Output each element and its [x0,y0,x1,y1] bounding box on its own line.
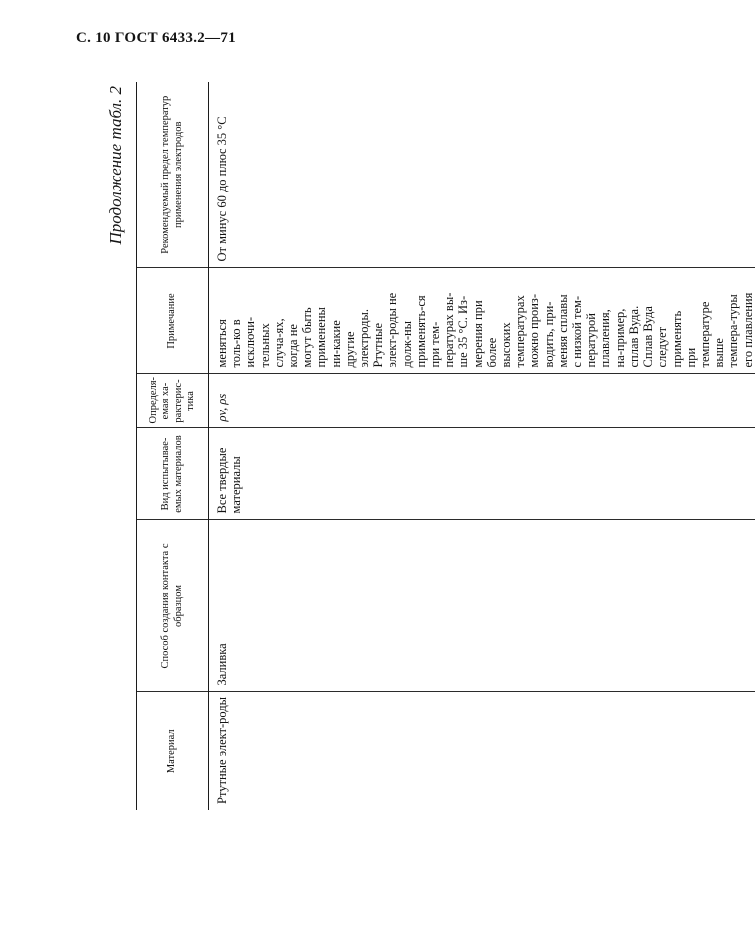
header-note: Примечание [137,268,209,374]
header-material: Материал [137,692,209,810]
rotated-table-block [106,82,755,810]
header-characteristic: Определя-емая ха-рактерис-тика [137,374,209,428]
note-text: меняться толь-ко в исключи-тельных случа-ях, когда не могут быть применены ни-какие другие электроды. Ртутные элект-роды не долж-ны применять-ся при тем-пературах вы-ше 35 °С. Из-мерения при более высоких температурах можно произ-водить, при-меняя сплавы с низкой тем-пературой плавления, на-пример, сплав Вуда. Сплав Вуда следует применять при температуре выше темпера-туры его плавления [215,292,755,368]
cell-temperature: От минус 60 до плюс 35 °С [209,82,755,268]
header-temperature: Рекомендуемый предел температур применения электродов [137,82,209,268]
cell-characteristic [209,374,755,428]
properties-table [136,82,755,810]
header-contact-method: Способ создания контакта с образцом [137,520,209,692]
table-header-row [137,82,209,810]
header-material-type: Вид испытывае-емых материалов [137,428,209,520]
cell-material-type: Все твердые материалы [209,428,755,520]
table-row [209,82,755,810]
cell-material: Ртутные элект-роды [215,696,229,804]
page-header: С. 10 ГОСТ 6433.2—71 [76,30,236,46]
cell-contact-method: Заливка [209,520,755,692]
table-caption: Продолжение табл. 2 [106,86,125,245]
cell-note [209,268,755,374]
characteristic-symbols: ρv, ρs [215,393,229,422]
